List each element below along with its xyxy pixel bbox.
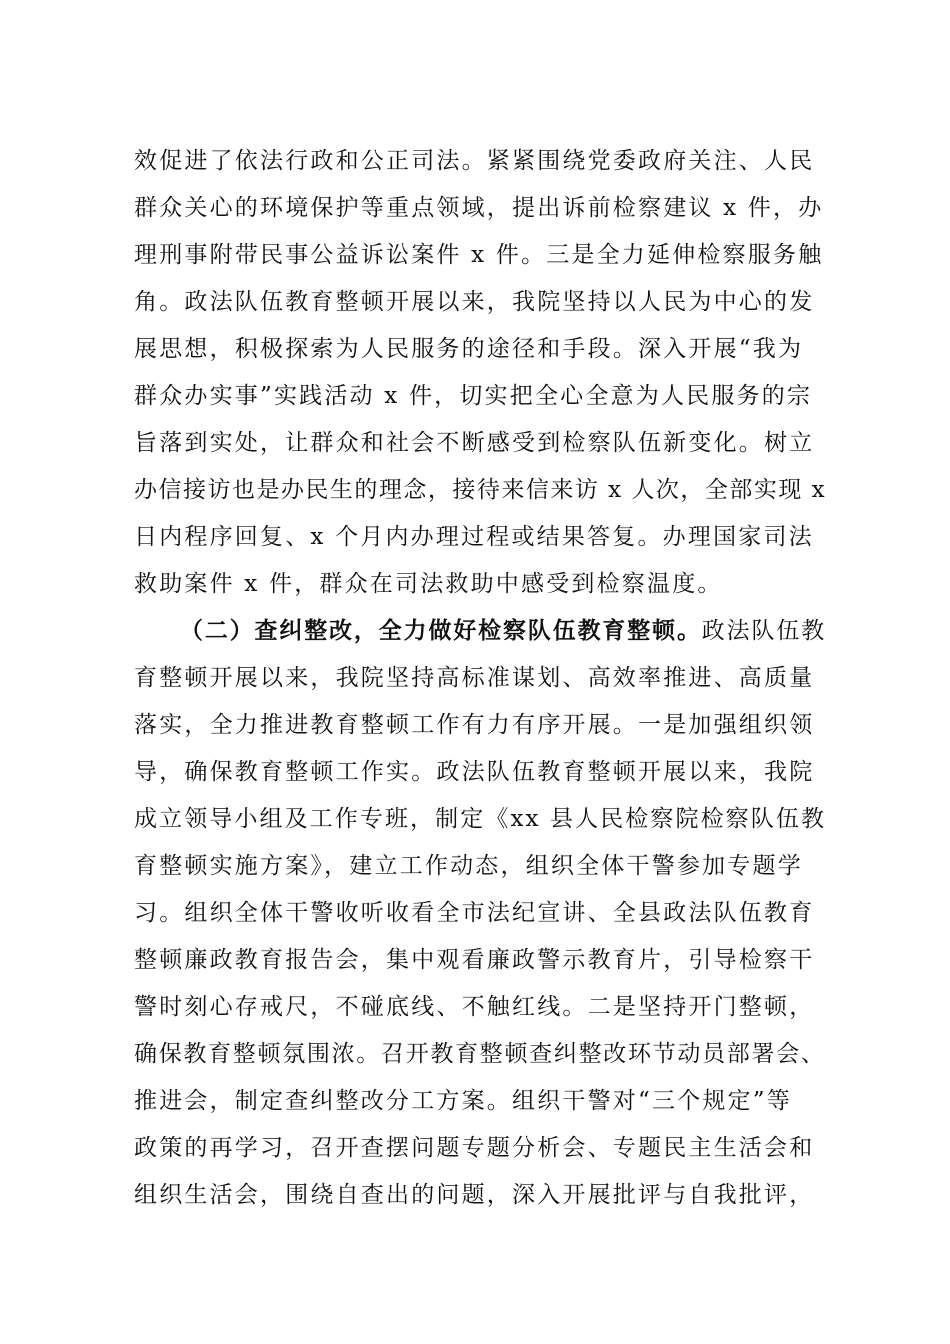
text-line: 成立领导小组及工作专班，制定《xx 县人民检察院检察队伍教 [134, 806, 827, 832]
section-heading: （二）查纠整改，全力做好检察队伍教育整顿。 [180, 618, 702, 644]
heading-line-rest: 政法队伍教 [701, 618, 827, 644]
text-line: 确保教育整顿氛围浓。召开教育整顿查纠整改环节动员部署会、 [134, 1041, 826, 1067]
text-line: 救助案件 x 件，群众在司法救助中感受到检察温度。 [134, 571, 723, 597]
section-heading-line [180, 616, 826, 646]
text-line: 群众关心的环境保护等重点领域，提出诉前检察建议 x 件，办 [134, 195, 824, 221]
text-line: 习。组织全体干警收听收看全市法纪宣讲、全县政法队伍教育 [134, 900, 815, 926]
text-line: 育整顿实施方案》，建立工作动态，组织全体干警参加专题学 [134, 853, 803, 879]
text-line: 日内程序回复、x 个月内办理过程或结果答复。办理国家司法 [134, 524, 814, 550]
text-line: 群众办实事”实践活动 x 件，切实把全心全意为人民服务的宗 [134, 383, 813, 409]
text-line: 办信接访也是办民生的理念，接待来信来访 x 人次，全部实现 x [134, 477, 827, 503]
text-line: 效促进了依法行政和公正司法。紧紧围绕党委政府关注、人民 [134, 148, 815, 174]
text-line: 推进会，制定查纠整改分工方案。组织干警对“三个规定”等 [134, 1088, 792, 1114]
text-line: 政策的再学习，召开查摆问题专题分析会、专题民主生活会和 [134, 1135, 815, 1161]
text-line: 展思想，积极探索为人民服务的途径和手段。深入开展“我为 [134, 336, 804, 362]
text-line: 落实，全力推进教育整顿工作有力有序开展。一是加强组织领 [134, 712, 815, 738]
text-line: 育整顿开展以来，我院坚持高标准谋划、高效率推进、高质量 [134, 665, 815, 691]
text-line: 理刑事附带民事公益诉讼案件 x 件。三是全力延伸检察服务触 [134, 242, 824, 268]
text-line: 导，确保教育整顿工作实。政法队伍教育整顿开展以来，我院 [134, 759, 815, 785]
text-line: 组织生活会，围绕自查出的问题，深入开展批评与自我批评， [134, 1182, 815, 1208]
text-line: 旨落到实处，让群众和社会不断感受到检察队伍新变化。树立 [134, 430, 815, 456]
text-line: 角。政法队伍教育整顿开展以来，我院坚持以人民为中心的发 [134, 289, 815, 315]
text-line: 警时刻心存戒尺，不碰底线、不触红线。二是坚持开门整顿， [134, 994, 815, 1020]
text-line: 整顿廉政教育报告会，集中观看廉政警示教育片，引导检察干 [134, 947, 815, 973]
